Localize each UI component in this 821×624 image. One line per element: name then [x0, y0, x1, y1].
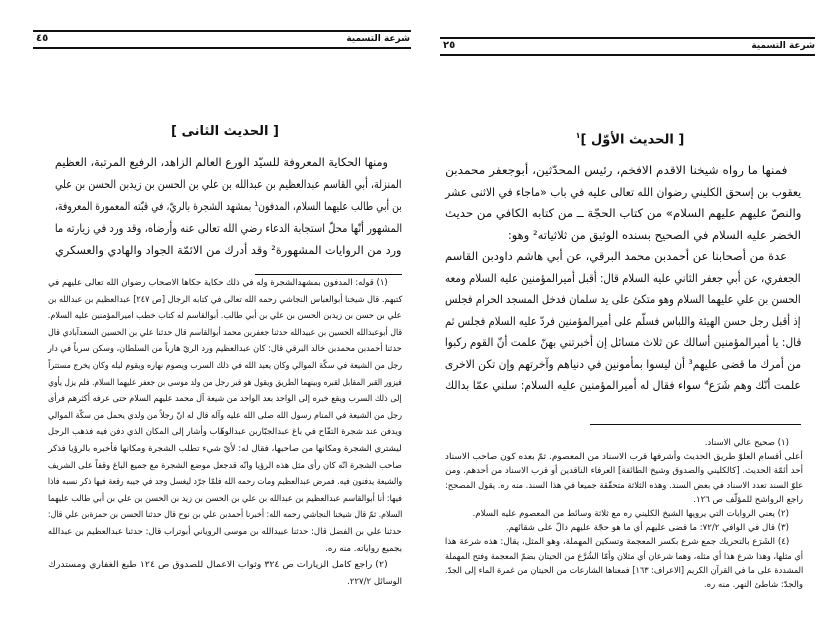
right-page — [430, 0, 821, 624]
footnote-line: أحد أئمّة الحديث. [كالكليني والصدوق وشيخ الطائفة] العرفاء الناقدين أو قرب الاسناد من أحدهم. ومن — [445, 466, 803, 477]
heading-text: [ الحديث الأوّل ] — [580, 132, 685, 148]
running-title: شرعة التسمية — [346, 34, 410, 44]
footnote-line: علوّ السند تعدد الاسناد في بعض السند. وهذه الثلاثة متحقّقة جميعا في هذا السند. منه ره. يقول المصحح: — [444, 480, 803, 491]
footnote-line: علي بن حسن بن زيدبن الحسن بن علي بن أبي طالب. أبوالقاسم له كتاب خطب اميرالمؤمنين عليه السلام. — [48, 311, 402, 322]
body-line: المنزلة، أبي القاسم عبدالعظيم بن عبدالله بن علي بن الحسن بن زيدبن الحسن بن علي — [55, 177, 402, 191]
body-line: علمت أنّك وهم شَرَع⁴ سواء فقال له أميرالمؤمنين عليه السلام: سلني عمّا بدالك — [445, 378, 801, 392]
footnote-line: والجدّ: شاطئ النهر. منه ره. — [703, 580, 803, 590]
footnote-line: صاحب الشجرة انّه كان رأى مثل هذه الرؤيا وانّه قدجعل موضع الشجرة مع جميع الباغ وقفاً على الشريف — [47, 460, 402, 471]
header-top-rule — [440, 37, 815, 39]
body-line: الخضر عليه السلام في الصحيح بسنده الوثيق من ثلاثياته² وهو: — [507, 227, 801, 242]
body-line: الجعفري، عن أبي جعفر الثاني عليه السلام قال: أقبل أميرالمؤمنين عليه السلام ومعه — [445, 270, 801, 285]
body-line: فمنها ما رواه شيخنا الاقدم الافخم، رئيس المحدّثين، أبوجعفر محمدبن — [444, 163, 787, 177]
body-line: إذ أقبل رجل حسن الهيئة واللباس فسلّم على أميرالمؤمنين فردّ عليه السلام فجلس ثم — [445, 313, 801, 328]
footnote-line: ويدفن عند شجرة التفّاح في باغ عبدالجبّاربن عبدالوهّاب وأشار إلى المكان الذي دفن فيه فذهب الرجل — [47, 427, 402, 438]
header-bottom-rule — [33, 47, 411, 49]
footnote-line: راجع الرواشح للمؤلّف ص ١٢٦. — [693, 494, 803, 505]
footnote-rule — [590, 424, 801, 425]
footnote-line: الوسائل ٢٢٧/٢. — [347, 576, 402, 587]
page-number: ٤٥ — [36, 33, 49, 44]
body-line: قال: يا أميرالمؤمنين أسالك عن ثلاث مسائل إن أخبرتني بهنّ علمت أنّ القوم ركبوا — [444, 335, 801, 349]
footnote-line: حدثنا أحمدبن محمدبن خالد البرقي قال: كان عبدالعظيم ورد الريّ هارباً من السلطان، وسكن سرباً في دار — [48, 344, 402, 355]
footnote-line: قال أبوعبدالله الحسين بن عبيدالله حدثنا جعفربن محمد أبوالقاسم قال حدثنا علي بن الحسين السعدآبادي قال — [47, 327, 402, 338]
page-number: ٢٥ — [443, 40, 456, 51]
body-line: ورد من الروايات المشهورة² وقد أدرك من الائمّة الجواد والهادي والعسكري — [55, 243, 402, 257]
footnote-line: كتبهم. قال شيخنا أبوالعباس النجاشي رحمه الله تعالى في كتابه الرجال [ص ٢٤٧] عبدالعظيم بن عبدالله بن — [47, 294, 402, 305]
running-title: شرعة التسمية — [751, 41, 815, 51]
body-line: ومنها الحكاية المعروفة للسيّد الورع العالم الزاهد، الرفيع المرتبة، العظيم — [54, 155, 388, 169]
footnote-rule — [255, 274, 402, 275]
footnote-line: (٢) راجع كامل الزيارات ص ٣٢٤ وثواب الاعمال للصدوق ص ١٢٤ طبع الغفاري ومستدرك — [48, 560, 388, 571]
footnote-line: حدثنا علي بن الفضل قال: حدثنا عبيدالله بن موسى الروياني أبوتراب قال: حدثنا عبدالعظيم بن عبدالله — [48, 527, 402, 537]
body-line: عدة من أصحابنا عن أحمدبن محمد البرقي، عن أبي هاشم داودبن القاسم — [445, 249, 787, 263]
body-line: والنصّ عليهم عليهم السلام» من كتاب الحجّة ــ من كتابه الكافي من حديث — [444, 206, 801, 220]
footnote-line: والشيعة يدفنون فيه. فمرض عبدالعظيم ومات رحمه الله فلمّا جرّد ليغسل وجد في جيبه رقعة فيها ذكر نسبه فاذا — [47, 477, 402, 488]
footnote-line: (١) قوله: المدفون بمشهدالشجرة وله في ذلك حكاية حكاها الاصحاب رضوان الله تعالى عليهم في — [48, 278, 388, 288]
footnote-line: رجل من الشيعة في سكّة الموالي وكان يعبد الله في ذلك السرب ويصوم نهاره ويقوم ليله وكان يخرج مستتراً — [47, 361, 402, 371]
footnote-line: بجميع رواياته. منه ره. — [325, 543, 402, 554]
footnote-line: (٤) الشَرَع بالتحريك جمع شرع بكسر المعجمة وتسكين المهملة، وهو المثل، يقال: هذه شرعة هذا — [444, 537, 789, 548]
footnote-line: أعلى أقسام العلوّ طريق الحديث وأشرفها قرب الاسناد من المعصوم. ثمّ بعده كون صاحب الاسناد — [445, 452, 803, 463]
footnote-line: أي مثلها، وهذا شرع هذا أي مثله، وهما شرعان أي مثلان وأمّا الشُرَّع من الحيتان بضمّ المعجمة وفتح المهملة — [445, 551, 803, 562]
section-heading — [576, 131, 685, 147]
header-top-rule — [33, 30, 411, 32]
body-line: الحسن بن علي عليهما السلام وهو متكئ على يد سلمان فدخل المسجد الحرام فجلس — [445, 292, 801, 306]
footnote-line: فيها: أنا أبوالقاسم عبدالعظيم بن عبدالله بن علي بن الحسن بن زيد بن الحسن بن علي بن أبي طالب عليهما — [48, 493, 402, 504]
body-line: يعقوب بن إسحق الكليني رضوان الله تعالى عليه في باب «ماجاء في الاثنى عشر — [444, 184, 801, 199]
header-bottom-rule — [440, 54, 815, 56]
body-line: المشهور أنّها محلّ استجابة الدعاء رضي الله تعالى عنه وأرضاه، وقد ورد في زيارته ما — [54, 221, 402, 235]
footnote-line: إلى ذلك السرب ويقع خبره إلى الواحد بعد الواحد من شيعة آل محمد عليهم السلام حتى عرفه أكثرهم فرأى — [48, 394, 402, 405]
footnote-line: رجل من الشيعة في المنام رسول الله صلى الله عليه وآله قال له انّ رجلاً من ولدي يحمل من سكّة الموالي — [47, 410, 402, 421]
heading-footnote-ref: ١ — [575, 131, 581, 140]
section-heading: [ الحديث الثانى ] — [171, 124, 279, 139]
footnote-line: (١) صحيح عالي الاسناد. — [704, 438, 789, 448]
body-line: بن أبي طالب عليهما السلام، المدفون¹ بمشهد الشجرة بالريّ، في قبّته المعمورة المعروفة، — [55, 199, 402, 213]
footnote-line: فيزور القبر المقابل لقبره وبينهما الطريق ويقول هو قبر رجل من ولد موسى بن جعفر عليهما السلام. فلم يزل يأوي — [48, 377, 402, 388]
footnote-line: (٢) يعني الروايات التي يرويها الشيخ الكليني ره مع ثلاثة وسائط من المعصوم عليه السلام. — [472, 509, 789, 519]
footnote-line: السلام. ثمّ قال شيخنا النجاشي رحمه الله: أخبرنا أحمدبن علي بن نوح قال حدثنا الحسن بن حمزةبن علي قال: — [47, 510, 402, 521]
body-line: من أمرك ما قضى عليهم³ أن ليسوا بمأمونين في دنياهم وآخرتهم وإن تكن الاخرى — [444, 356, 801, 371]
footnote-line: المشددة على ما في القرآن الكريم [الاعراف: ١٦٣] فمعناها الشارعات من الحيتان من غمرة الماء إلى الجدّ. — [444, 565, 803, 576]
footnote-line: (٣) قال في الوافي ٧٢/٢: ما قضى عليهم أي ما هو حجّة عليهم دالّ على شقائهم. — [505, 523, 789, 534]
footnote-line: ليشتري الشجرة ومكانها من صاحبها، فقال له: لأيّ شيء تطلب الشجرة ومكانها فأخبره بالرؤيا فذكر — [48, 444, 402, 454]
